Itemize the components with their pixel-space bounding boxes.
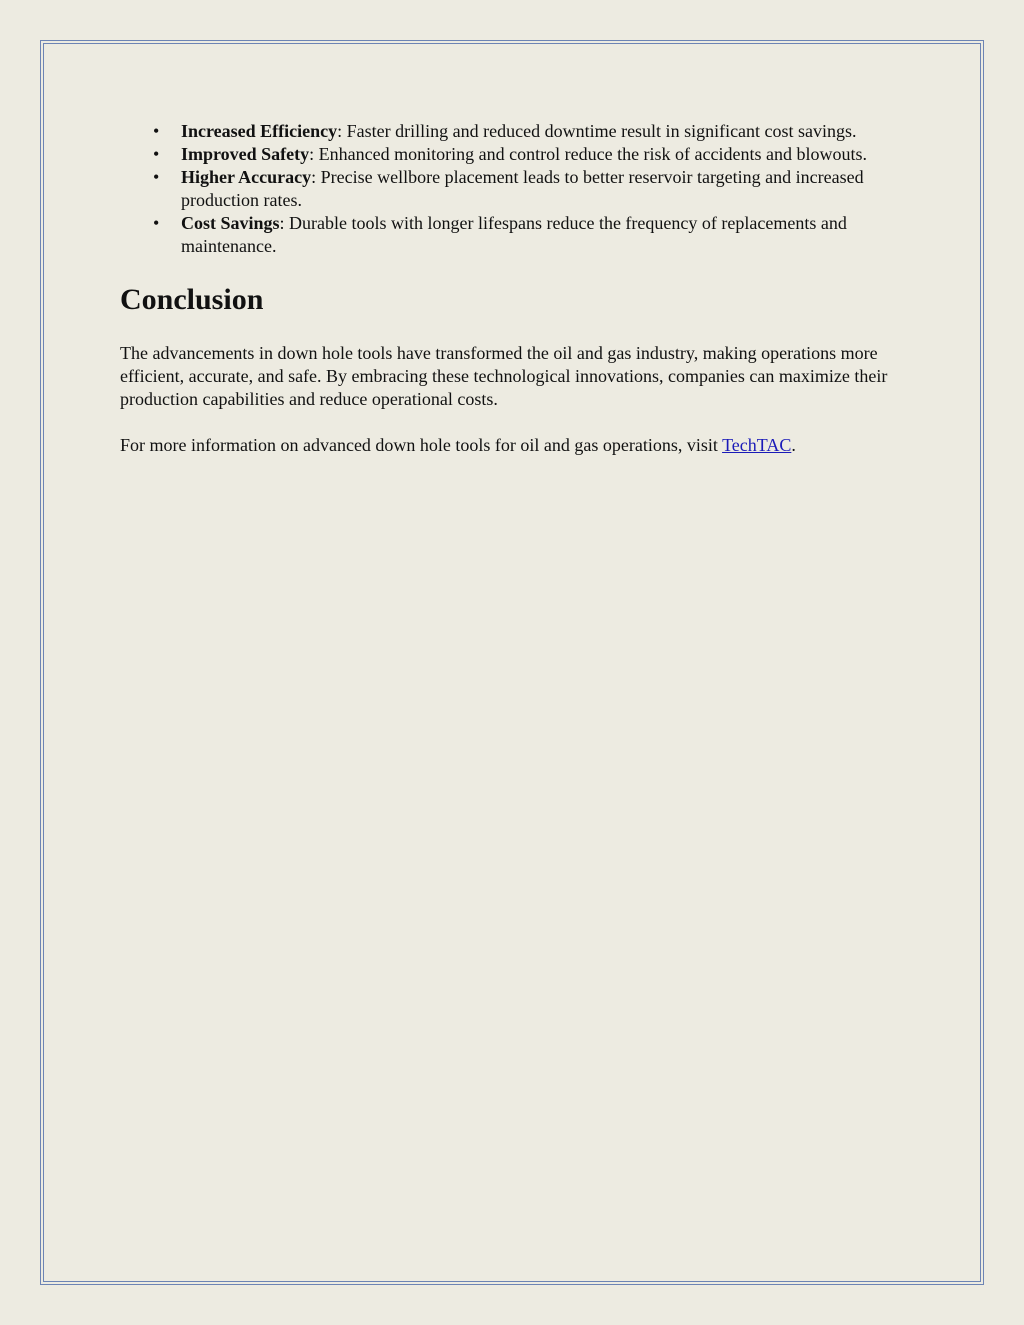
list-item-text: : Durable tools with longer lifespans reduce the frequency of replacements and maintenance. bbox=[181, 213, 847, 256]
list-item-text: : Precise wellbore placement leads to better reservoir targeting and increased production rates. bbox=[181, 167, 864, 210]
more-info-prefix: For more information on advanced down hole tools for oil and gas operations, visit bbox=[120, 435, 723, 455]
more-info-paragraph bbox=[120, 434, 900, 457]
bullet-icon: • bbox=[153, 213, 160, 233]
list-item bbox=[120, 212, 900, 258]
benefits-list bbox=[120, 120, 900, 258]
more-info-suffix: . bbox=[791, 435, 796, 455]
list-item-term: Increased Efficiency bbox=[181, 121, 338, 141]
list-item bbox=[120, 166, 900, 212]
conclusion-paragraph: The advancements in down hole tools have transformed the oil and gas industry, making operations more efficient, accurate, and safe. By embracing these technological innovations, companies can maximize their production capabilities and reduce operational costs. bbox=[120, 343, 888, 409]
list-item-term: Improved Safety bbox=[181, 144, 310, 164]
conclusion-heading: Conclusion bbox=[120, 283, 264, 316]
bullet-icon: • bbox=[153, 167, 160, 187]
list-item bbox=[120, 120, 900, 143]
list-item bbox=[120, 143, 900, 166]
techtac-link[interactable]: TechTAC bbox=[722, 435, 792, 455]
document-content bbox=[120, 120, 900, 457]
list-item-term: Cost Savings bbox=[181, 213, 280, 233]
list-item-text: : Faster drilling and reduced downtime result in significant cost savings. bbox=[337, 121, 857, 141]
bullet-icon: • bbox=[153, 121, 160, 141]
list-item-text: : Enhanced monitoring and control reduce the risk of accidents and blowouts. bbox=[309, 144, 868, 164]
list-item-term: Higher Accuracy bbox=[181, 167, 312, 187]
bullet-icon: • bbox=[153, 144, 160, 164]
